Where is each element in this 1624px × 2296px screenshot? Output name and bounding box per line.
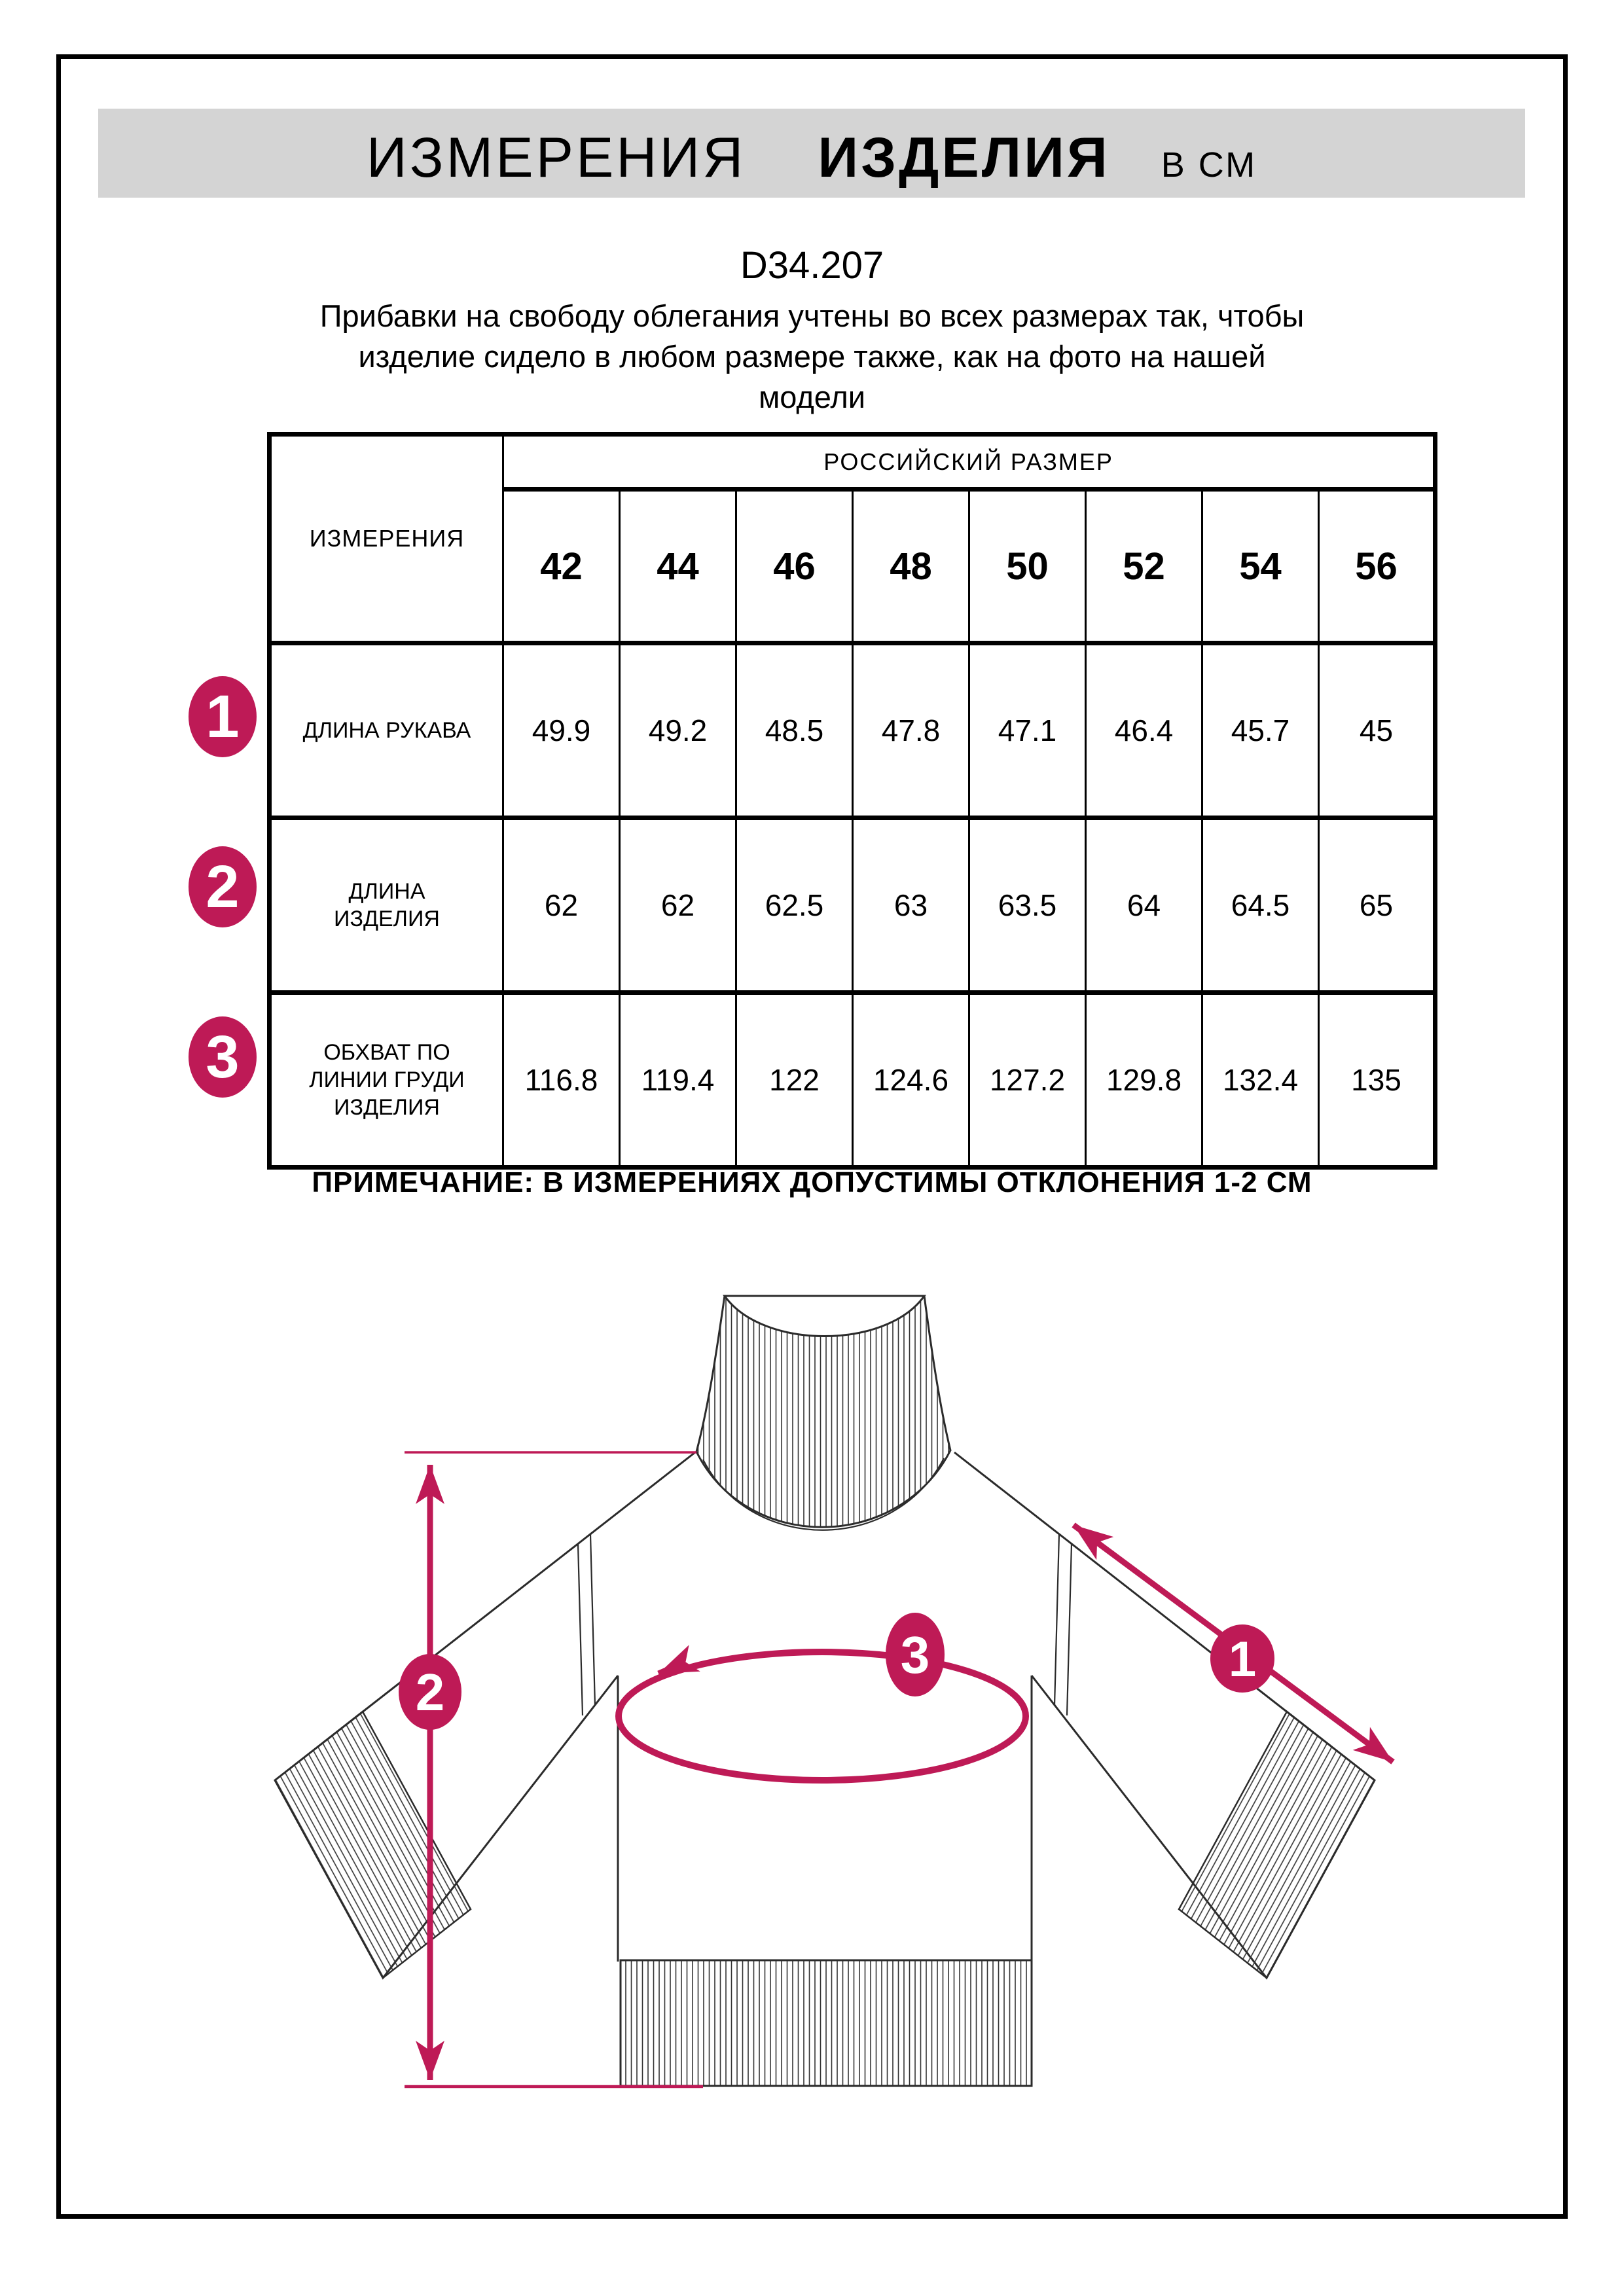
measure-label-line: ОБХВАТ ПО bbox=[323, 1040, 450, 1065]
size-cell: 46 bbox=[736, 490, 853, 643]
value-cell: 62 bbox=[503, 818, 620, 993]
diagram-badge-3-number: 3 bbox=[900, 1626, 930, 1684]
group-header-cell: РОССИЙСКИЙ РАЗМЕР bbox=[503, 435, 1435, 490]
page-title-word1: ИЗМЕРЕНИЯ bbox=[366, 126, 746, 189]
value-cell: 119.4 bbox=[620, 993, 736, 1168]
value-cell: 62 bbox=[620, 818, 736, 993]
value-cell: 132.4 bbox=[1202, 993, 1319, 1168]
title-band bbox=[98, 109, 1525, 198]
size-cell: 50 bbox=[969, 490, 1086, 643]
measure-label-line: ЛИНИИ ГРУДИ bbox=[309, 1067, 465, 1092]
table-row-garment-length bbox=[270, 818, 1435, 993]
measure-label-cell bbox=[270, 643, 503, 818]
page-title-word2: ИЗДЕЛИЯ bbox=[818, 126, 1110, 189]
value-cell: 49.9 bbox=[503, 643, 620, 818]
measure-label-cell bbox=[270, 993, 503, 1168]
row-number-badge-1: 1 bbox=[189, 676, 257, 757]
value-cell: 122 bbox=[736, 993, 853, 1168]
value-cell: 45.7 bbox=[1202, 643, 1319, 818]
page-title-unit: В СМ bbox=[1161, 145, 1257, 185]
value-cell: 49.2 bbox=[620, 643, 736, 818]
value-cell: 64 bbox=[1086, 818, 1202, 993]
value-cell: 116.8 bbox=[503, 993, 620, 1168]
size-cell: 52 bbox=[1086, 490, 1202, 643]
hem-ribbing bbox=[621, 1960, 1032, 2086]
measure-label-line: ДЛИНА РУКАВА bbox=[302, 718, 471, 743]
size-cell: 54 bbox=[1202, 490, 1319, 643]
corner-label-cell: ИЗМЕРЕНИЯ bbox=[270, 435, 503, 643]
value-cell: 64.5 bbox=[1202, 818, 1319, 993]
value-cell: 62.5 bbox=[736, 818, 853, 993]
size-cell: 48 bbox=[853, 490, 969, 643]
size-table bbox=[267, 432, 1437, 1170]
row-number-badge-2: 2 bbox=[189, 846, 257, 927]
measure-label-cell bbox=[270, 818, 503, 993]
diagram-badge-1-number: 1 bbox=[1228, 1632, 1257, 1687]
product-code: D34.207 bbox=[740, 244, 884, 287]
measure-label-line: ИЗДЕЛИЯ bbox=[334, 1095, 440, 1120]
garment-diagram bbox=[164, 1257, 1506, 2134]
diagram-badge-2-number: 2 bbox=[415, 1663, 445, 1721]
value-cell: 45 bbox=[1319, 643, 1435, 818]
table-row-chest-girth bbox=[270, 993, 1435, 1168]
row-number-badge-3: 3 bbox=[189, 1016, 257, 1098]
fit-description-line2: изделие сидело в любом размере также, как на фото на нашей bbox=[358, 339, 1266, 374]
fit-description-line1: Прибавки на свободу облегания учтены во всех размерах так, чтобы bbox=[319, 298, 1305, 333]
size-cell: 44 bbox=[620, 490, 736, 643]
size-cell: 42 bbox=[503, 490, 620, 643]
value-cell: 63 bbox=[853, 818, 969, 993]
value-cell: 46.4 bbox=[1086, 643, 1202, 818]
measure-label-line: ИЗДЕЛИЯ bbox=[334, 906, 440, 931]
table-row bbox=[270, 435, 1435, 490]
fit-description bbox=[0, 296, 1624, 418]
table-row-sleeve-length bbox=[270, 643, 1435, 818]
value-cell: 135 bbox=[1319, 993, 1435, 1168]
value-cell: 127.2 bbox=[969, 993, 1086, 1168]
value-cell: 129.8 bbox=[1086, 993, 1202, 1168]
value-cell: 65 bbox=[1319, 818, 1435, 993]
size-cell: 56 bbox=[1319, 490, 1435, 643]
tolerance-note: ПРИМЕЧАНИЕ: В ИЗМЕРЕНИЯХ ДОПУСТИМЫ ОТКЛОНЕНИЯ 1-2 СМ bbox=[312, 1166, 1312, 1198]
value-cell: 47.8 bbox=[853, 643, 969, 818]
fit-description-line3: модели bbox=[758, 380, 866, 414]
value-cell: 124.6 bbox=[853, 993, 969, 1168]
value-cell: 63.5 bbox=[969, 818, 1086, 993]
value-cell: 48.5 bbox=[736, 643, 853, 818]
sweater-technical-drawing bbox=[164, 1257, 1506, 2134]
value-cell: 47.1 bbox=[969, 643, 1086, 818]
measure-label-line: ДЛИНА bbox=[348, 879, 425, 904]
